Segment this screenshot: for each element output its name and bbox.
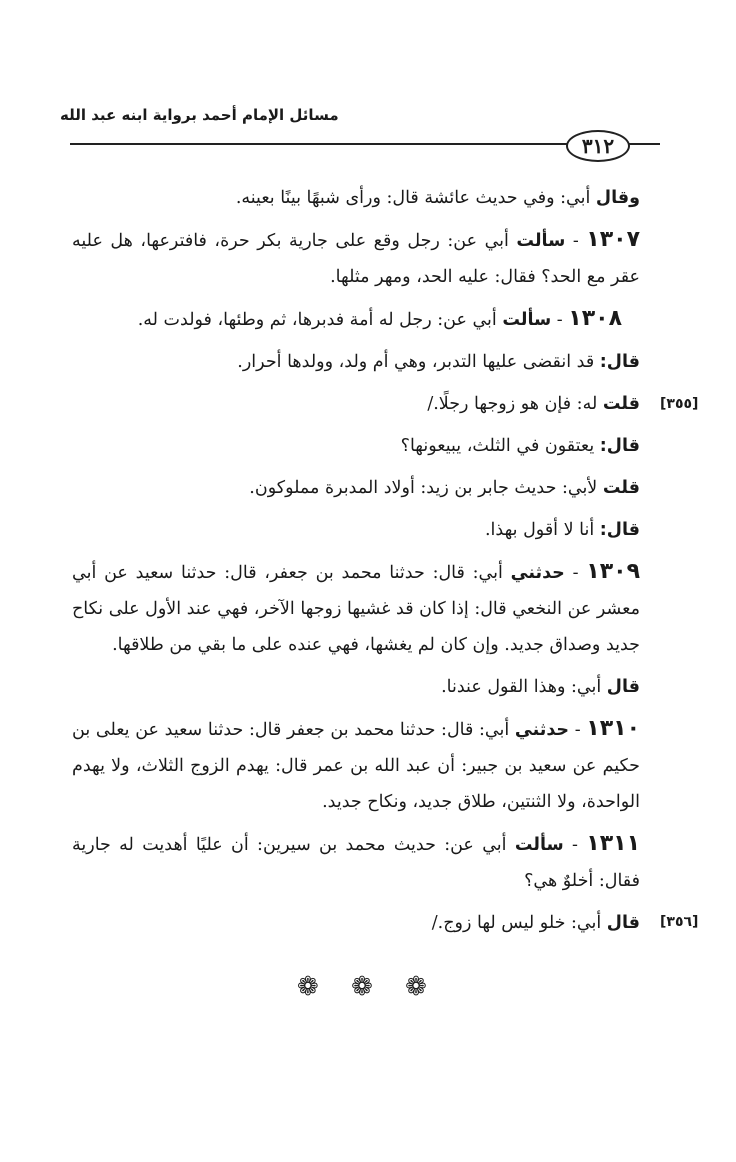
paragraph-text: له: فإن هو زوجها رجلًا./ [427, 394, 603, 414]
paragraph-text: أبي: قال: حدثنا محمد بن جعفر قال: حدثنا سعيد عن يعلى بن حكيم عن سعيد بن جبير: أن عبد الله بن عمر قال: يهدم الزوج الثلاث، ولا يهدم الواحدة، ولا الثنتين، طلاق جديد، ونكاح جديد. [72, 720, 640, 812]
paragraph-4 [72, 344, 640, 380]
section-end-ornament: ❁ ❁ ❁ [297, 972, 439, 1002]
lead-word: قال [606, 677, 640, 697]
entry-1309 [72, 554, 640, 663]
paragraph-text: أبي: وهذا القول عندنا. [441, 677, 607, 697]
entry-separator: - [565, 231, 587, 251]
paragraph-text: أبي: قال: حدثنا محمد بن جعفر، قال: حدثنا سعيد عن أبي معشر عن النخعي قال: إذا كان قد غشيها زوجها الآخر، فهي عند الأول على نكاح جديد وصداق جديد. وإن كان لم يغشها، فهي عنده على ما بقي من طلاقها. [72, 563, 640, 655]
lead-word: قلت [602, 394, 640, 414]
lead-word: حدثني [510, 563, 565, 583]
paragraph-text: أنا لا أقول بهذا. [484, 520, 600, 540]
paragraph-text: أبي عن: حديث محمد بن سيرين: أن عليًا أهديت له جارية فقال: أخلوٌ هي؟ [72, 835, 640, 891]
entry-separator: - [564, 563, 587, 583]
lead-word: سألت [516, 231, 566, 251]
lead-word: قال: [599, 352, 640, 372]
paragraph-text: أبي: وفي حديث عائشة قال: ورأى شبهًا بينًا بعينه. [235, 188, 596, 208]
lead-word: حدثني [514, 720, 570, 740]
lead-word: سألت [502, 310, 552, 330]
paragraph-text: أبي عن: رجل وقع على جارية بكر حرة، فافترعها، هل عليه عقر مع الحد؟ فقال: عليه الحد، ومهر مثلها. [72, 231, 640, 287]
entry-number: ١٣١١ [586, 831, 640, 856]
entry-1307 [72, 222, 640, 295]
entry-separator: - [563, 835, 587, 855]
paragraph-10 [72, 669, 640, 705]
lead-word: قال [606, 913, 640, 933]
entry-1311 [72, 826, 640, 899]
page-number: ٣١٢ [566, 130, 630, 162]
paragraph-text: أبي عن: رجل له أمة فدبرها، ثم وطئها، فولدت له. [137, 310, 503, 330]
entry-separator: - [551, 310, 569, 330]
entry-1310 [72, 711, 640, 820]
page-body [72, 180, 640, 947]
lead-word: وقال [595, 188, 640, 208]
paragraph-text: قد انقضى عليها التدبر، وهي أم ولد، وولدها أحرار. [237, 352, 600, 372]
entry-number: ١٣١٠ [586, 716, 641, 741]
paragraph-6 [72, 428, 640, 464]
lead-word: قال: [599, 520, 640, 540]
paragraph-text: يعتقون في الثلث، يبيعونها؟ [400, 436, 600, 456]
paragraph-7 [72, 470, 640, 506]
lead-word: قال: [599, 436, 640, 456]
entry-number: ١٣٠٨ [568, 306, 622, 331]
entry-number: ١٣٠٧ [586, 227, 640, 252]
running-title: مسائل الإمام أحمد برواية ابنه عبد الله [60, 106, 339, 124]
paragraph-8 [72, 512, 640, 548]
margin-marker-356: [٣٥٦] [660, 914, 699, 930]
paragraph-13 [72, 905, 640, 941]
paragraph-5 [72, 386, 640, 422]
paragraph-text: أبي: خلو ليس لها زوج./ [431, 913, 607, 933]
entry-separator: - [569, 720, 587, 740]
entry-1308 [72, 301, 640, 338]
paragraph-text: لأبي: حديث جابر بن زيد: أولاد المدبرة مملوكون. [249, 478, 603, 498]
lead-word: سألت [514, 835, 564, 855]
lead-word: قلت [602, 478, 640, 498]
margin-marker-355: [٣٥٥] [660, 396, 699, 412]
entry-number: ١٣٠٩ [586, 559, 640, 584]
paragraph-1 [72, 180, 640, 216]
